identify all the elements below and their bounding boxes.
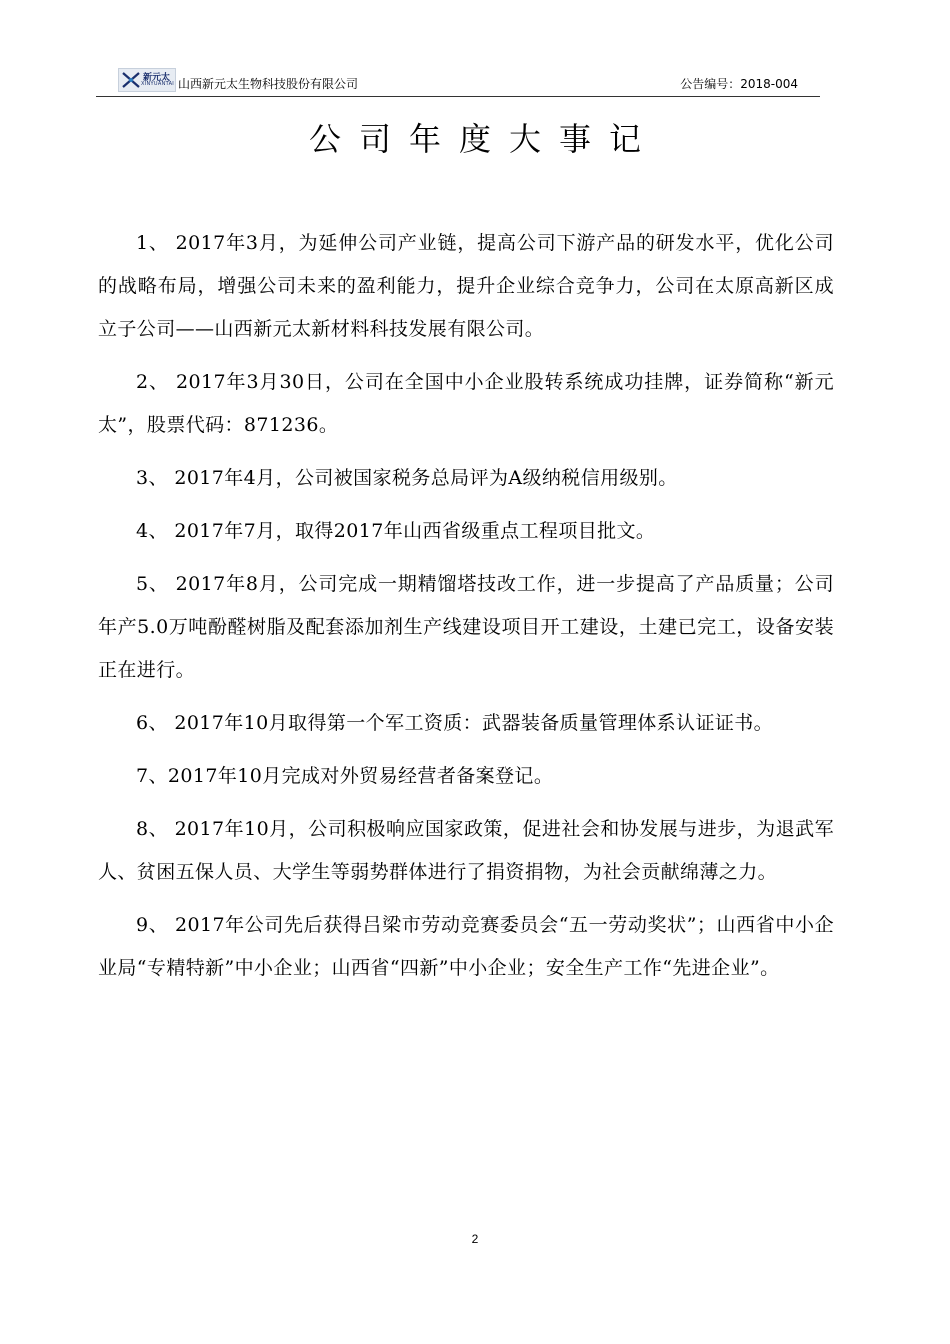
event-item-1: 1、 2017年3月，为延伸公司产业链，提高公司下游产品的研发水平，优化公司的战略布局，增强公司未来的盈利能力，提升企业综合竞争力，公司在太原高新区成立子公司——山西新元太新材料科技发展有限公司。	[98, 232, 834, 340]
logo-text-en: XINYUANTAI	[141, 81, 175, 87]
event-item-3: 3、 2017年4月，公司被国家税务总局评为A级纳税信用级别。	[136, 467, 678, 489]
event-item-5: 5、 2017年8月，公司完成一期精馏塔技改工作，进一步提高了产品质量；公司年产5.0万吨酚醛树脂及配套添加剂生产线建设项目开工建设，土建已完工，设备安装正在进行。	[98, 573, 834, 681]
event-item-2: 2、 2017年3月30日，公司在全国中小企业股转系统成功挂牌，证券简称“新元太”，股票代码：871236。	[98, 371, 834, 436]
announcement-code: 公告编号：2018-004	[680, 77, 798, 91]
page-number: 2	[471, 1232, 479, 1246]
event-item-4: 4、 2017年7月，取得2017年山西省级重点工程项目批文。	[136, 520, 656, 542]
event-item-6: 6、 2017年10月取得第一个军工资质：武器装备质量管理体系认证证书。	[136, 712, 774, 734]
events-list	[98, 222, 834, 1000]
event-item-8: 8、 2017年10月，公司积极响应国家政策，促进社会和协发展与进步，为退武军人、贫困五保人员、大学生等弱势群体进行了捐资捐物，为社会贡献绵薄之力。	[98, 818, 834, 883]
page-header	[96, 66, 820, 97]
page-title: 公司年度大事记	[308, 120, 659, 158]
event-item-9: 9、 2017年公司先后获得吕梁市劳动竞赛委员会“五一劳动奖状”；山西省中小企业局“专精特新”中小企业；山西省“四新”中小企业；安全生产工作“先进企业”。	[98, 914, 834, 979]
company-logo	[118, 68, 176, 92]
company-name: 山西新元太生物科技股份有限公司	[178, 77, 359, 91]
logo-mark-icon	[121, 71, 141, 89]
logo-text-cn: 新元太	[143, 73, 171, 83]
event-item-7: 7、2017年10月完成对外贸易经营者备案登记。	[136, 765, 554, 787]
